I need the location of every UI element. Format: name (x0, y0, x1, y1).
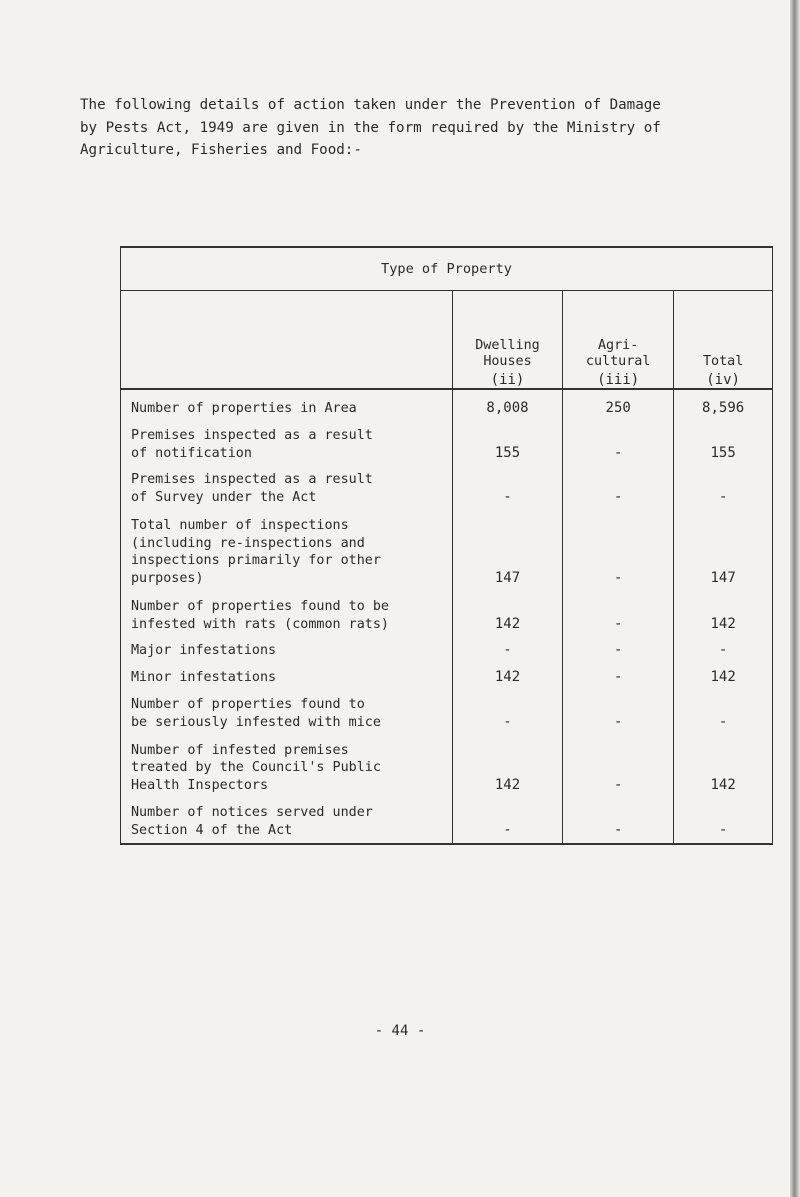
table-row (121, 419, 773, 464)
intro-line-1: The following details of action taken under the Prevention of Damage (80, 97, 661, 113)
intro-line-2: by Pests Act, 1949 are given in the form required by the Ministry of (80, 119, 661, 136)
column-header-agricultural (563, 291, 674, 390)
intro-paragraph (80, 94, 770, 162)
row-label: Number of properties found to be infested with rats (common rats) (121, 589, 453, 635)
dwelling-value: 147 (452, 508, 562, 589)
table-title: Type of Property (121, 247, 773, 291)
total-value: - (674, 464, 773, 508)
agricultural-value: - (563, 464, 674, 508)
row-label: Number of notices served under Section 4 of the Act (121, 796, 453, 844)
row-label: Premises inspected as a result of Survey under the Act (121, 464, 453, 508)
dwelling-value: 142 (452, 661, 562, 688)
row-label: Major infestations (121, 635, 453, 661)
row-label: Premises inspected as a result of notification (121, 419, 453, 464)
row-label: Number of properties found to be seriously infested with mice (121, 688, 453, 733)
dwelling-value: 155 (452, 419, 562, 464)
agricultural-value: - (563, 796, 674, 844)
table-row (121, 733, 773, 796)
row-label: Minor infestations (121, 661, 453, 688)
total-value: - (674, 796, 773, 844)
column-header-line: Total (702, 354, 744, 369)
column-header-line: Houses (483, 354, 532, 369)
total-value: 142 (674, 661, 773, 688)
column-number: (ii) (490, 372, 525, 388)
dwelling-value: - (452, 464, 562, 508)
table-row (121, 661, 773, 688)
column-header-total (674, 291, 773, 390)
column-header-line: Dwelling (475, 338, 540, 353)
total-value: - (674, 635, 773, 661)
total-value: - (674, 688, 773, 733)
dwelling-value: - (452, 688, 562, 733)
total-value: 142 (674, 589, 773, 635)
column-header-line: Agri- (598, 338, 639, 353)
table-row (121, 635, 773, 661)
page-edge-shadow (790, 0, 800, 1197)
column-header-line: cultural (585, 354, 651, 369)
total-value: 147 (674, 508, 773, 589)
pest-action-table (120, 246, 773, 845)
table-row (121, 389, 773, 419)
total-value: 142 (674, 733, 773, 796)
dwelling-value: 142 (452, 733, 562, 796)
page-number: - 44 - (374, 1023, 426, 1039)
table-row (121, 688, 773, 733)
row-label: Number of infested premises treated by the Council's Public Health Inspectors (121, 733, 453, 796)
total-value: 8,596 (674, 389, 773, 419)
agricultural-value: - (563, 589, 674, 635)
total-value: 155 (674, 419, 773, 464)
blank-header-cell (121, 291, 453, 390)
agricultural-value: - (563, 635, 674, 661)
intro-line-3: Agriculture, Fisheries and Food:- (80, 142, 362, 158)
table-row (121, 796, 773, 844)
agricultural-value: - (563, 661, 674, 688)
dwelling-value: - (452, 635, 562, 661)
dwelling-value: 8,008 (452, 389, 562, 419)
column-header-dwelling (452, 291, 562, 390)
agricultural-value: - (563, 688, 674, 733)
agricultural-value: - (563, 419, 674, 464)
agricultural-value: - (563, 733, 674, 796)
column-number: (iv) (706, 372, 740, 388)
dwelling-value: - (452, 796, 562, 844)
table-row (121, 508, 773, 589)
dwelling-value: 142 (452, 589, 562, 635)
column-number: (iii) (597, 372, 640, 388)
row-label: Total number of inspections (including re-inspections and inspections primarily for other purposes) (121, 508, 453, 589)
row-label: Number of properties in Area (121, 389, 453, 419)
agricultural-value: 250 (563, 389, 674, 419)
table-row (121, 464, 773, 508)
agricultural-value: - (563, 508, 674, 589)
table-row (121, 589, 773, 635)
